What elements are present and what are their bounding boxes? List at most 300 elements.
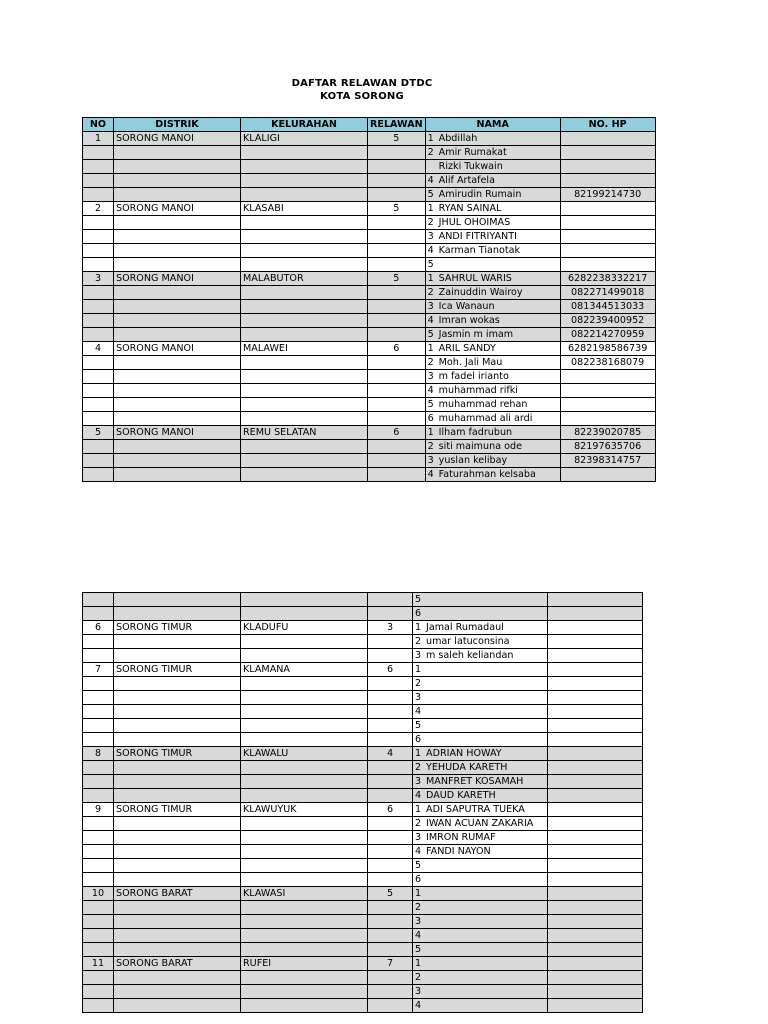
cell-no-hp <box>560 132 655 146</box>
cell-volunteer-index: 3 <box>427 455 434 466</box>
cell-no <box>83 971 114 985</box>
cell-volunteer-name: Karman Tianotak <box>438 245 521 256</box>
cell-distrik: SORONG TIMUR <box>114 621 241 635</box>
cell-distrik: SORONG BARAT <box>114 887 241 901</box>
cell-volunteer-name: m fadel irianto <box>438 371 509 382</box>
table-row <box>83 901 643 915</box>
cell-nama <box>413 705 548 719</box>
cell-no: 9 <box>83 803 114 817</box>
cell-no <box>83 314 114 328</box>
cell-nama <box>413 845 548 859</box>
cell-volunteer-index: 1 <box>415 958 422 969</box>
cell-kelurahan <box>241 607 368 621</box>
cell-no <box>83 286 114 300</box>
cell-distrik <box>114 286 241 300</box>
cell-kelurahan <box>241 160 368 174</box>
cell-distrik: SORONG MANOI <box>114 342 241 356</box>
cell-distrik <box>114 188 241 202</box>
cell-no <box>83 873 114 887</box>
cell-no <box>83 831 114 845</box>
cell-no-hp <box>548 915 643 929</box>
cell-nama <box>413 817 548 831</box>
cell-kelurahan: MALABUTOR <box>241 272 368 286</box>
table-row <box>83 440 656 454</box>
cell-nama <box>413 691 548 705</box>
cell-kelurahan <box>241 691 368 705</box>
cell-no <box>83 384 114 398</box>
cell-nama <box>425 286 560 300</box>
cell-kelurahan <box>241 314 368 328</box>
cell-volunteer-name: Abdillah <box>438 133 478 144</box>
table-row <box>83 831 643 845</box>
cell-nama <box>413 999 548 1013</box>
cell-distrik <box>114 761 241 775</box>
cell-kelurahan <box>241 146 368 160</box>
cell-relawan <box>368 160 426 174</box>
cell-no <box>83 258 114 272</box>
cell-nama <box>413 985 548 999</box>
cell-nama <box>413 887 548 901</box>
cell-distrik <box>114 929 241 943</box>
cell-no <box>83 677 114 691</box>
cell-volunteer-index: 4 <box>427 175 434 186</box>
cell-distrik <box>114 440 241 454</box>
cell-relawan <box>368 677 413 691</box>
cell-relawan <box>368 216 426 230</box>
table-row <box>83 775 643 789</box>
table-row <box>83 999 643 1013</box>
cell-no <box>83 160 114 174</box>
cell-relawan <box>368 845 413 859</box>
table-row <box>83 761 643 775</box>
cell-distrik <box>114 174 241 188</box>
cell-relawan <box>368 593 413 607</box>
table-row <box>83 649 643 663</box>
cell-volunteer-index: 4 <box>415 930 422 941</box>
cell-relawan <box>368 412 426 426</box>
cell-distrik <box>114 384 241 398</box>
volunteer-table-part1 <box>82 117 656 482</box>
cell-nama <box>425 412 560 426</box>
cell-volunteer-name: ARIL SANDY <box>438 343 496 354</box>
table-row <box>83 593 643 607</box>
cell-relawan <box>368 705 413 719</box>
cell-distrik <box>114 873 241 887</box>
cell-kelurahan <box>241 789 368 803</box>
cell-kelurahan: RUFEI <box>241 957 368 971</box>
table-row <box>83 258 656 272</box>
table-row <box>83 216 656 230</box>
cell-kelurahan <box>241 286 368 300</box>
cell-kelurahan <box>241 971 368 985</box>
table-row <box>83 230 656 244</box>
table-row <box>83 202 656 216</box>
table-row <box>83 384 656 398</box>
cell-distrik <box>114 943 241 957</box>
cell-no-hp <box>548 663 643 677</box>
cell-no <box>83 649 114 663</box>
cell-no-hp: 82398314757 <box>560 454 655 468</box>
cell-no-hp <box>548 999 643 1013</box>
header-distrik: DISTRIK <box>114 118 241 132</box>
cell-no <box>83 244 114 258</box>
cell-volunteer-index: 2 <box>427 441 434 452</box>
cell-no <box>83 356 114 370</box>
cell-distrik: SORONG TIMUR <box>114 747 241 761</box>
table-row <box>83 943 643 957</box>
cell-no-hp <box>560 146 655 160</box>
volunteer-table-part2 <box>82 592 643 1013</box>
cell-distrik <box>114 845 241 859</box>
cell-distrik <box>114 607 241 621</box>
cell-kelurahan <box>241 635 368 649</box>
cell-no-hp: 082214270959 <box>560 328 655 342</box>
cell-volunteer-name: muhammad ali ardi <box>438 413 533 424</box>
cell-no-hp <box>560 160 655 174</box>
cell-relawan <box>368 719 413 733</box>
cell-kelurahan <box>241 719 368 733</box>
cell-distrik <box>114 468 241 482</box>
cell-no <box>83 468 114 482</box>
cell-volunteer-index: 2 <box>415 636 422 647</box>
cell-nama <box>425 328 560 342</box>
cell-distrik: SORONG MANOI <box>114 426 241 440</box>
cell-volunteer-name: Jasmin m imam <box>438 329 514 340</box>
cell-no: 4 <box>83 342 114 356</box>
cell-distrik <box>114 985 241 999</box>
cell-no-hp: 6282238332217 <box>560 272 655 286</box>
cell-distrik <box>114 635 241 649</box>
cell-relawan <box>368 146 426 160</box>
cell-relawan <box>368 468 426 482</box>
cell-no-hp <box>560 468 655 482</box>
cell-no-hp <box>560 174 655 188</box>
cell-volunteer-index: 1 <box>415 748 422 759</box>
cell-kelurahan <box>241 174 368 188</box>
cell-no <box>83 454 114 468</box>
cell-relawan <box>368 691 413 705</box>
cell-distrik: SORONG TIMUR <box>114 663 241 677</box>
cell-kelurahan <box>241 188 368 202</box>
cell-no <box>83 174 114 188</box>
cell-nama <box>425 426 560 440</box>
cell-volunteer-index: 2 <box>415 972 422 983</box>
cell-volunteer-index: 1 <box>427 427 434 438</box>
cell-relawan: 5 <box>368 272 426 286</box>
cell-nama <box>413 957 548 971</box>
table-row <box>83 398 656 412</box>
cell-volunteer-name: ADI SAPUTRA TUEKA <box>426 804 525 815</box>
cell-no-hp <box>548 607 643 621</box>
cell-distrik <box>114 649 241 663</box>
table-row <box>83 733 643 747</box>
cell-volunteer-name: IMRON RUMAF <box>426 832 496 843</box>
cell-no <box>83 915 114 929</box>
cell-relawan: 6 <box>368 342 426 356</box>
cell-no-hp <box>548 775 643 789</box>
cell-relawan <box>368 300 426 314</box>
cell-distrik <box>114 705 241 719</box>
cell-volunteer-index: 3 <box>415 986 422 997</box>
cell-volunteer-index: 2 <box>415 902 422 913</box>
table-row <box>83 286 656 300</box>
cell-no <box>83 705 114 719</box>
cell-volunteer-name: IWAN ACUAN ZAKARIA <box>426 818 534 829</box>
cell-no <box>83 146 114 160</box>
cell-no: 10 <box>83 887 114 901</box>
cell-volunteer-index: 3 <box>427 301 434 312</box>
cell-no-hp <box>548 901 643 915</box>
cell-no <box>83 440 114 454</box>
cell-no-hp: 6282198586739 <box>560 342 655 356</box>
cell-distrik <box>114 971 241 985</box>
cell-nama <box>413 971 548 985</box>
cell-volunteer-name: Alif Artafela <box>438 175 495 186</box>
cell-no <box>83 733 114 747</box>
cell-no: 5 <box>83 426 114 440</box>
cell-volunteer-index: 4 <box>415 846 422 857</box>
cell-volunteer-name: MANFRET KOSAMAH <box>426 776 524 787</box>
cell-distrik <box>114 691 241 705</box>
table-row <box>83 859 643 873</box>
cell-relawan <box>368 943 413 957</box>
cell-nama <box>425 314 560 328</box>
cell-no <box>83 999 114 1013</box>
cell-no <box>83 943 114 957</box>
cell-no <box>83 398 114 412</box>
cell-volunteer-index: 1 <box>427 343 434 354</box>
cell-nama <box>413 901 548 915</box>
cell-no <box>83 817 114 831</box>
cell-volunteer-index: 5 <box>427 399 434 410</box>
cell-no-hp <box>548 985 643 999</box>
cell-distrik <box>114 146 241 160</box>
cell-kelurahan <box>241 761 368 775</box>
cell-relawan: 5 <box>368 202 426 216</box>
cell-relawan <box>368 999 413 1013</box>
cell-volunteer-name: JHUL OHOIMAS <box>438 217 511 228</box>
cell-nama <box>413 803 548 817</box>
cell-relawan <box>368 398 426 412</box>
table-row <box>83 244 656 258</box>
cell-no-hp: 082271499018 <box>560 286 655 300</box>
table-row <box>83 146 656 160</box>
cell-distrik <box>114 733 241 747</box>
cell-relawan <box>368 971 413 985</box>
cell-no <box>83 230 114 244</box>
cell-nama <box>413 873 548 887</box>
cell-kelurahan <box>241 258 368 272</box>
cell-no <box>83 985 114 999</box>
cell-nama <box>425 230 560 244</box>
cell-volunteer-name: yuslan kelibay <box>438 455 508 466</box>
cell-distrik <box>114 817 241 831</box>
table-row <box>83 188 656 202</box>
cell-no-hp: 082238168079 <box>560 356 655 370</box>
cell-kelurahan <box>241 845 368 859</box>
cell-volunteer-name: YEHUDA KARETH <box>426 762 508 773</box>
cell-nama <box>413 593 548 607</box>
cell-volunteer-index: 3 <box>427 371 434 382</box>
cell-nama <box>413 649 548 663</box>
cell-nama <box>413 831 548 845</box>
cell-no-hp <box>548 957 643 971</box>
cell-relawan <box>368 258 426 272</box>
cell-distrik: SORONG MANOI <box>114 272 241 286</box>
cell-volunteer-index: 2 <box>415 678 422 689</box>
cell-kelurahan <box>241 817 368 831</box>
cell-no-hp <box>548 649 643 663</box>
cell-nama <box>425 300 560 314</box>
table-row <box>83 160 656 174</box>
cell-relawan <box>368 929 413 943</box>
cell-no-hp <box>548 943 643 957</box>
table-row <box>83 971 643 985</box>
table-row <box>83 705 643 719</box>
cell-volunteer-index: 3 <box>415 916 422 927</box>
table-row <box>83 845 643 859</box>
cell-no-hp <box>548 705 643 719</box>
table-body-part2 <box>83 593 643 1013</box>
cell-nama <box>425 440 560 454</box>
cell-distrik <box>114 258 241 272</box>
cell-relawan <box>368 761 413 775</box>
cell-relawan: 7 <box>368 957 413 971</box>
table-header-row <box>83 118 656 132</box>
cell-nama <box>413 747 548 761</box>
cell-nama <box>413 929 548 943</box>
cell-nama <box>425 384 560 398</box>
cell-distrik <box>114 999 241 1013</box>
cell-nama <box>425 272 560 286</box>
cell-kelurahan <box>241 677 368 691</box>
cell-distrik: SORONG MANOI <box>114 202 241 216</box>
cell-volunteer-name: muhammad rehan <box>438 399 528 410</box>
cell-volunteer-index: 3 <box>415 832 422 843</box>
cell-kelurahan: KLAWUYUK <box>241 803 368 817</box>
cell-relawan <box>368 174 426 188</box>
cell-kelurahan: KLADUFU <box>241 621 368 635</box>
cell-volunteer-index: 3 <box>427 231 434 242</box>
cell-volunteer-name: Rizki Tukwain <box>438 161 503 172</box>
cell-relawan <box>368 775 413 789</box>
table-row <box>83 314 656 328</box>
table-row <box>83 789 643 803</box>
cell-no-hp <box>548 719 643 733</box>
table-row <box>83 356 656 370</box>
cell-volunteer-index: 5 <box>427 259 434 270</box>
cell-volunteer-index: 2 <box>427 217 434 228</box>
cell-volunteer-index: 2 <box>427 287 434 298</box>
cell-no-hp <box>548 761 643 775</box>
cell-kelurahan <box>241 915 368 929</box>
cell-no <box>83 761 114 775</box>
table-row <box>83 663 643 677</box>
cell-volunteer-name: muhammad rifki <box>438 385 518 396</box>
cell-no-hp <box>548 971 643 985</box>
header-relawan: RELAWAN <box>368 118 426 132</box>
cell-distrik <box>114 831 241 845</box>
cell-kelurahan <box>241 733 368 747</box>
cell-volunteer-index: 4 <box>415 1000 422 1011</box>
cell-relawan: 5 <box>368 887 413 901</box>
cell-kelurahan <box>241 356 368 370</box>
cell-relawan <box>368 635 413 649</box>
table-row <box>83 300 656 314</box>
cell-relawan <box>368 370 426 384</box>
cell-relawan <box>368 831 413 845</box>
cell-volunteer-index: 2 <box>427 357 434 368</box>
cell-relawan <box>368 985 413 999</box>
cell-no <box>83 216 114 230</box>
cell-volunteer-index: 3 <box>415 650 422 661</box>
cell-distrik <box>114 901 241 915</box>
cell-volunteer-index: 6 <box>427 413 434 424</box>
cell-volunteer-name: Ica Wanaun <box>438 301 495 312</box>
table-row <box>83 272 656 286</box>
table-row <box>83 426 656 440</box>
cell-nama <box>425 342 560 356</box>
cell-no-hp <box>560 384 655 398</box>
cell-kelurahan: KLAMANA <box>241 663 368 677</box>
cell-distrik <box>114 398 241 412</box>
cell-volunteer-name: Imran wokas <box>438 315 500 326</box>
cell-no-hp <box>548 677 643 691</box>
cell-no-hp <box>548 635 643 649</box>
cell-nama <box>425 244 560 258</box>
cell-distrik: SORONG BARAT <box>114 957 241 971</box>
cell-kelurahan <box>241 328 368 342</box>
cell-no-hp <box>560 370 655 384</box>
table-row <box>83 887 643 901</box>
document-title: DAFTAR RELAWAN DTDC <box>291 78 433 89</box>
cell-nama <box>425 258 560 272</box>
table-row <box>83 370 656 384</box>
cell-no-hp: 082239400952 <box>560 314 655 328</box>
cell-nama <box>425 146 560 160</box>
cell-no <box>83 593 114 607</box>
table-row <box>83 873 643 887</box>
cell-kelurahan <box>241 859 368 873</box>
cell-volunteer-name: SAHRUL WARIS <box>438 273 512 284</box>
cell-volunteer-index: 5 <box>415 720 422 731</box>
cell-relawan <box>368 314 426 328</box>
cell-kelurahan <box>241 943 368 957</box>
cell-no-hp <box>548 831 643 845</box>
cell-volunteer-index: 6 <box>415 874 422 885</box>
cell-kelurahan <box>241 370 368 384</box>
cell-no-hp <box>560 230 655 244</box>
cell-relawan <box>368 440 426 454</box>
cell-nama <box>413 859 548 873</box>
cell-kelurahan <box>241 398 368 412</box>
cell-relawan: 6 <box>368 663 413 677</box>
cell-kelurahan <box>241 705 368 719</box>
table-row <box>83 747 643 761</box>
table-row <box>83 957 643 971</box>
table-row <box>83 412 656 426</box>
cell-no: 6 <box>83 621 114 635</box>
cell-nama <box>425 174 560 188</box>
cell-kelurahan <box>241 454 368 468</box>
cell-volunteer-name: Faturahman kelsaba <box>438 469 536 480</box>
cell-distrik <box>114 244 241 258</box>
cell-relawan <box>368 915 413 929</box>
cell-no-hp <box>548 621 643 635</box>
cell-no-hp <box>548 859 643 873</box>
cell-no-hp <box>548 803 643 817</box>
cell-volunteer-name: Zainuddin Wairoy <box>438 287 523 298</box>
